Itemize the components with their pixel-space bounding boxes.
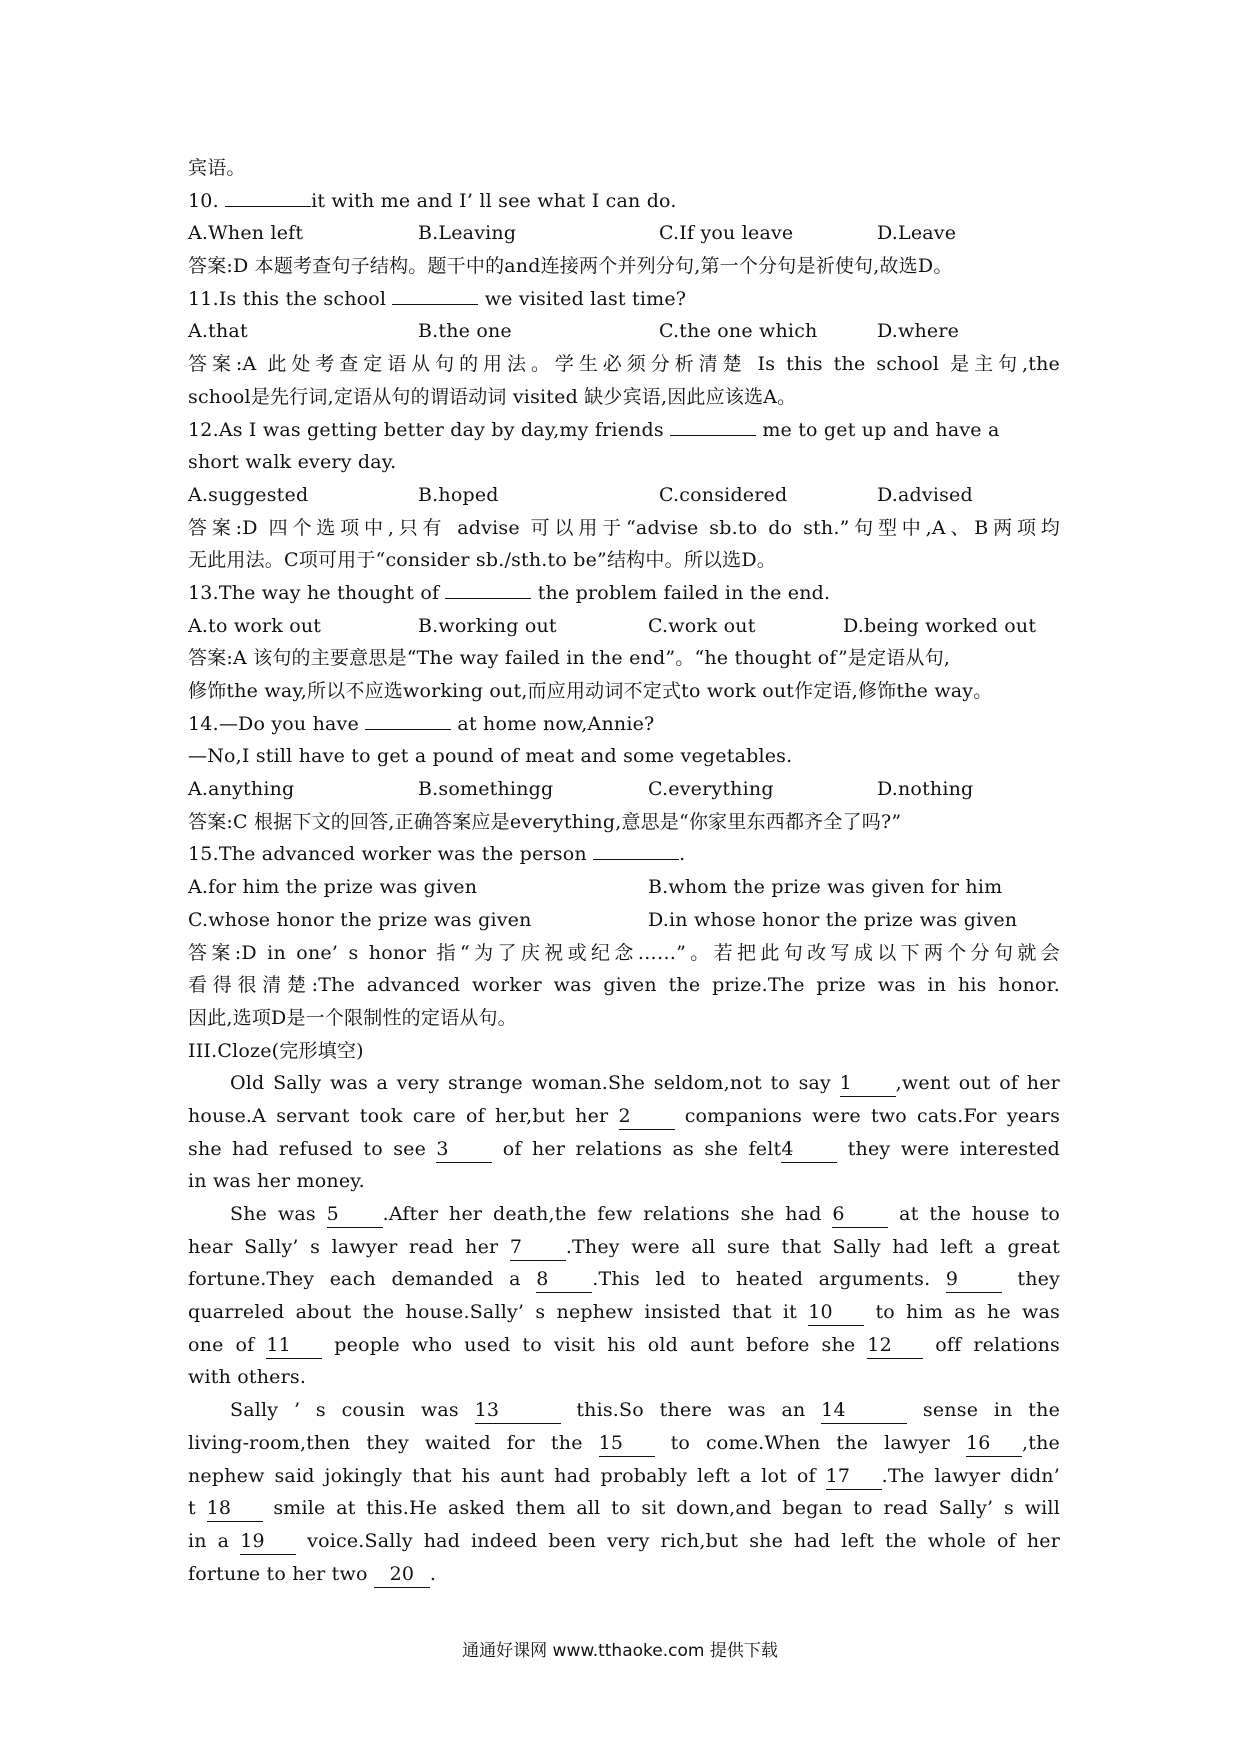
answer-blank [392,304,478,305]
cloze-blank: 12 [867,1332,923,1359]
cloze-text: companions were two cats.For years [684,1104,1060,1127]
cloze-blank: 16 [966,1430,1022,1457]
cloze-line [188,1067,1060,1100]
cloze-blank: 3 [436,1136,492,1163]
cloze-text: t [188,1497,196,1520]
option-c: C.everything [648,778,774,801]
cloze-text: at the house to [899,1203,1060,1225]
question-14-line-2: —No,I still have to get a pound of meat and some vegetables. [188,745,793,768]
cloze-line [188,1460,1060,1493]
cloze-text: .The lawyer didn’ [881,1464,1060,1487]
answer-blank [670,435,756,436]
answer-15-line-1: 答案:D in one’ s honor 指“为了庆祝或纪念……”。若把此句改写成以下两个分句就会 [188,941,1060,964]
options-11 [188,315,1060,348]
question-text: at home now,Annie? [457,712,655,735]
answer-13-line-2: 修饰the way,所以不应选working out,而应用动词不定式to work out作定语,修饰the way。 [188,680,993,702]
cloze-line: with others. [188,1366,307,1389]
cloze-line [188,1525,1060,1558]
question-12-line-2: short walk every day. [188,451,397,474]
answer-11-line-1: 答案:A 此处考查定语从句的用法。学生必须分析清楚 Is this the school 是主句,the [188,353,1060,376]
question-text: we visited last time? [484,287,687,310]
cloze-text: .This led to heated arguments. [592,1268,931,1291]
answer-12-line-1: 答案:D 四个选项中,只有 advise 可以用于“advise sb.to do sth.”句型中,A、B两项均 [188,516,1060,539]
cloze-text: sense in the [922,1399,1060,1422]
cloze-blank: 8 [536,1266,592,1293]
cloze-text: living-room,then they waited for the [188,1431,583,1454]
cloze-blank: 20 [374,1561,430,1588]
answer-12-line-2: 无此用法。C项可用于“consider sb./sth.to be”结构中。所以选D。 [188,549,777,572]
cloze-line [188,1394,1060,1427]
option-d: D.being worked out [843,614,1037,637]
answer-15-line-3: 因此,选项D是一个限制性的定语从句。 [188,1006,517,1029]
cloze-blank: 7 [510,1234,566,1261]
document-body [188,152,1060,1590]
text-line: 宾语。 [188,157,246,179]
question-text: 11.Is this the school [188,287,387,310]
cloze-blank: 11 [266,1332,322,1359]
cloze-line [188,1231,1060,1264]
option-a: A.anything [188,778,295,801]
cloze-text: smile at this.He asked them all to sit down,and began to read Sally’ s will [273,1497,1060,1520]
cloze-line [188,1329,1060,1362]
answer-blank [593,859,679,860]
cloze-blank: 10 [808,1299,864,1326]
option-b: B.working out [418,614,557,637]
question-text: 12.As I was getting better day by day,my friends [188,418,664,441]
cloze-text: ,the [1022,1431,1060,1454]
option-c: C.work out [648,614,756,637]
option-b: B.the one [418,320,512,343]
options-13 [188,610,1060,643]
question-text: 15.The advanced worker was the person [188,843,587,866]
option-b: B.Leaving [418,222,517,245]
option-c: C.considered [659,483,788,506]
options-14 [188,773,1060,806]
question-12 [188,414,1060,447]
option-d: D.Leave [877,222,957,245]
options-15-row-2 [188,904,1060,937]
cloze-text: house.A servant took care of her,but her [188,1104,609,1127]
cloze-text: off relations [935,1333,1060,1356]
question-14 [188,708,1060,741]
option-d: D.where [877,320,960,343]
option-a: A.for him the prize was given [188,876,478,899]
question-text: it with me and I’ ll see what I can do. [311,189,677,212]
question-10 [188,185,1060,218]
option-d: D.nothing [877,778,974,801]
cloze-line [188,1263,1060,1296]
answer-blank [365,729,451,730]
cloze-blank: 9 [946,1266,1002,1293]
cloze-text: in a [188,1529,230,1552]
cloze-line [188,1100,1060,1133]
answer-10: 答案:D 本题考查句子结构。题干中的and连接两个并列分句,第一个分句是祈使句,故选D。 [188,255,953,278]
cloze-blank: 19 [240,1528,296,1555]
cloze-text: . [429,1562,437,1585]
cloze-text: voice.Sally had indeed been very rich,but she had left the whole of her [307,1529,1060,1552]
question-text: the problem failed in the end. [537,581,831,604]
cloze-line [188,1427,1060,1460]
question-text: 13.The way he thought of [188,581,440,604]
options-10 [188,217,1060,250]
option-b: B.somethingg [418,778,554,801]
cloze-line [188,1198,1060,1231]
cloze-text: Old Sally was a very strange woman.She seldom,not to say [230,1072,831,1095]
cloze-line [188,1558,1060,1591]
cloze-text: one of [188,1333,255,1356]
option-b: B.hoped [418,483,499,506]
answer-11-line-2: school是先行词,定语从句的谓语动词 visited 缺少宾语,因此应该选A。 [188,385,797,408]
option-a: A.that [188,320,248,343]
option-a: A.suggested [188,483,309,506]
page-footer: 通通好课网 www.tthaoke.com 提供下载 [462,1641,778,1661]
cloze-blank: 2 [619,1103,675,1130]
option-c: C.the one which [659,320,818,343]
question-text: 14.—Do you have [188,712,359,735]
section-heading: III.Cloze(完形填空) [188,1039,364,1062]
cloze-text: of her relations as she felt [502,1137,782,1160]
option-a: A.to work out [188,614,322,637]
cloze-text: people who used to visit his old aunt before she [334,1333,856,1356]
option-c: C.whose honor the prize was given [188,908,532,931]
option-c: C.If you leave [659,222,794,245]
cloze-line: in was her money. [188,1170,365,1193]
cloze-text: hear Sally’ s lawyer read her [188,1235,499,1258]
cloze-text: .They were all sure that Sally had left a great [565,1235,1060,1258]
options-12 [188,479,1060,512]
cloze-text: she had refused to see [188,1137,427,1160]
cloze-text: they [1017,1268,1060,1291]
cloze-blank: 5 [327,1201,383,1228]
cloze-text: She was [230,1203,316,1225]
cloze-text: nephew said jokingly that his aunt had probably left a lot of [188,1464,816,1487]
cloze-text: they were interested [847,1137,1060,1160]
answer-13-line-1: 答案:A 该句的主要意思是“The way failed in the end”。“he thought of”是定语从句, [188,647,951,670]
question-13 [188,577,1060,610]
cloze-blank: 18 [207,1495,263,1522]
options-15-row-1 [188,871,1060,904]
cloze-text: quarreled about the house.Sally’ s nephew insisted that it [188,1301,798,1324]
option-d: D.advised [877,483,973,506]
cloze-blank: 14 [821,1397,907,1424]
answer-blank [225,206,311,207]
cloze-line [188,1492,1060,1525]
question-number: 10. [188,189,219,212]
answer-blank [445,598,531,599]
cloze-text: .After her death,the few relations she had [382,1203,822,1225]
cloze-text: this.So there was an [576,1399,806,1422]
cloze-blank: 1 [840,1070,896,1097]
cloze-blank: 4 [781,1136,837,1163]
cloze-text: fortune to her two [188,1562,368,1585]
cloze-text: to him as he was [875,1301,1060,1324]
option-a: A.When left [188,222,304,245]
cloze-blank: 15 [599,1430,655,1457]
cloze-blank: 13 [475,1397,561,1424]
question-text: me to get up and have a [762,418,1000,441]
answer-15-line-2: 看得很清楚:The advanced worker was given the prize.The prize was in his honor. [188,974,1060,997]
cloze-text: fortune.They each demanded a [188,1268,521,1291]
option-d: D.in whose honor the prize was given [648,908,1018,931]
cloze-text: Sally ’ s cousin was [230,1399,459,1422]
cloze-line [188,1133,1060,1166]
cloze-blank: 17 [826,1463,882,1490]
cloze-blank: 6 [832,1201,888,1228]
cloze-line [188,1296,1060,1329]
option-b: B.whom the prize was given for him [648,876,1003,899]
question-text: . [679,843,686,866]
cloze-text: to come.When the lawyer [670,1431,951,1454]
question-11 [188,283,1060,316]
cloze-text: ,went out of her [895,1072,1060,1095]
question-15 [188,838,1060,871]
answer-14: 答案:C 根据下文的回答,正确答案应是everything,意思是“你家里东西都齐全了吗?” [188,810,902,833]
